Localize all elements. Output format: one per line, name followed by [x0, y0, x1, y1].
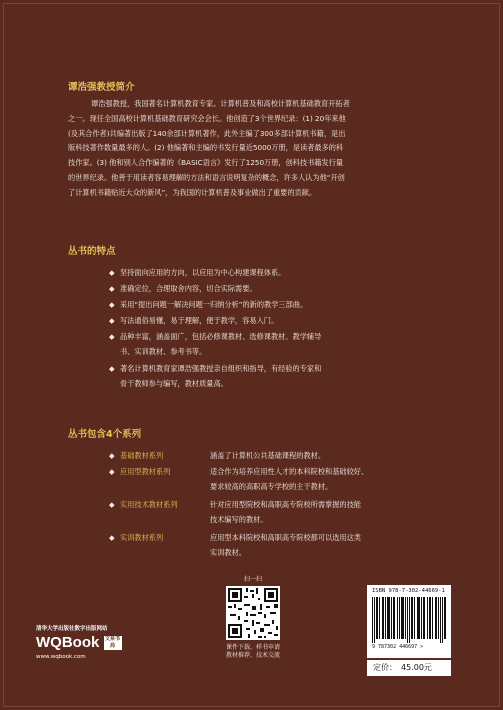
intro-line: 版科技著作数量最多的人。(2) 他编著和主编的书发行量近5000万册，是读者最多的科 [68, 143, 344, 153]
feature-item: ◆ 品种丰富，涵盖面广，包括必修课教材、选修课教材、教学辅导 书、实训教材、参考书等。 [109, 332, 322, 356]
diamond-bullet-icon: ◆ [109, 332, 115, 341]
series-desc: 针对应用型院校和高职高专院校所需掌握的技能 技术编写的教材。 [210, 500, 361, 524]
intro-line: 技作家。(3) 他和别人合作编著的《BASIC语言》发行了1250万册，创科技书籍发行量 [68, 158, 344, 168]
price-label: 定价： [373, 663, 397, 672]
series-name: 应用型教材系列 [120, 467, 171, 476]
intro-line: 了计算机书籍贴近大众的新风”，为我国的计算机普及事业做出了重要的贡献。 [68, 187, 317, 197]
publisher-url[interactable]: www.wqbook.com [36, 654, 86, 660]
qr-label: 扫一扫 [243, 576, 262, 583]
barcode-bars-icon [372, 597, 446, 643]
publisher-logo-badge: 文泉书局 [104, 636, 120, 650]
qr-caption: 课件下载、样书申请 教材推荐、技术交流 [225, 644, 280, 659]
qr-code-icon[interactable] [226, 586, 280, 640]
barcode-digits: 9 787302 446697 > [372, 644, 424, 650]
price-value: 45.00元 [401, 663, 432, 672]
barcode [367, 585, 451, 658]
diamond-bullet-icon: ◆ [109, 300, 115, 309]
features-heading: 丛书的特点 [68, 246, 116, 257]
series-name: 实用技术教材系列 [120, 500, 178, 509]
intro-paragraph [68, 97, 440, 201]
series-desc: 适合作为培养应用性人才的本科院校和基础较好、 要求较高的高职高专学校的主干教材。 [210, 467, 369, 491]
feature-item: ◆ 著名计算机教育家谭浩强教授亲自组织和指导，有经验的专家和 骨干教师参与编写，教材质量高。 [109, 364, 322, 388]
diamond-bullet-icon: ◆ [109, 500, 115, 509]
diamond-bullet-icon: ◆ [109, 451, 115, 460]
diamond-bullet-icon: ◆ [109, 364, 115, 373]
diamond-bullet-icon: ◆ [109, 467, 115, 476]
intro-line: 的世界纪录。他善于用读者容易理解的方法和语言说明复杂的概念，许多人认为他“开创 [68, 172, 345, 182]
publisher-name: 清华大学出版社数字出版网站 [36, 626, 108, 632]
intro-line: 谭浩强教授，我国著名计算机教育专家。计算机普及和高校计算机基础教育开拓者 [91, 99, 350, 108]
feature-item: ◆ 采用“提出问题一解决问题一归纳分析”的新的教学三部曲。 [120, 298, 380, 313]
feature-item: ◆ 准确定位，合理取舍内容，切合实际需要。 [120, 282, 380, 297]
series-heading: 丛书包含4个系列 [68, 429, 142, 440]
series-desc: 应用型本科院校和高职高专院校都可以选用这类 实训教材。 [210, 533, 361, 557]
intro-line: (及其合作者)共编著出版了140余部计算机著作，此外主编了300多部计算机书籍，是出 [68, 128, 346, 138]
feature-item: ◆ 坚持面向应用的方向，以应用为中心构建课程体系。 [120, 266, 380, 281]
publisher-logo: WQBook 文泉书局 [36, 634, 120, 651]
series-desc: 涵盖了计算机公共基础课程的教材。 [210, 451, 326, 460]
isbn-text: ISBN 978-7-302-44669-1 [372, 588, 445, 594]
series-name: 实训教材系列 [120, 533, 164, 542]
intro-line: 之一。现任全国高校计算机基础教育研究会会长。他创造了3个世界纪录：(1) 20年来他 [68, 113, 346, 123]
diamond-bullet-icon: ◆ [109, 316, 115, 325]
series-name: 基础教材系列 [120, 451, 164, 460]
diamond-bullet-icon: ◆ [109, 284, 115, 293]
price-box [367, 660, 451, 676]
diamond-bullet-icon: ◆ [109, 268, 115, 277]
intro-heading: 谭浩强教授简介 [68, 82, 135, 93]
diamond-bullet-icon: ◆ [109, 533, 115, 542]
feature-item: ◆ 写法通俗易懂，易于理解，便于教学，容易入门。 [120, 314, 380, 329]
